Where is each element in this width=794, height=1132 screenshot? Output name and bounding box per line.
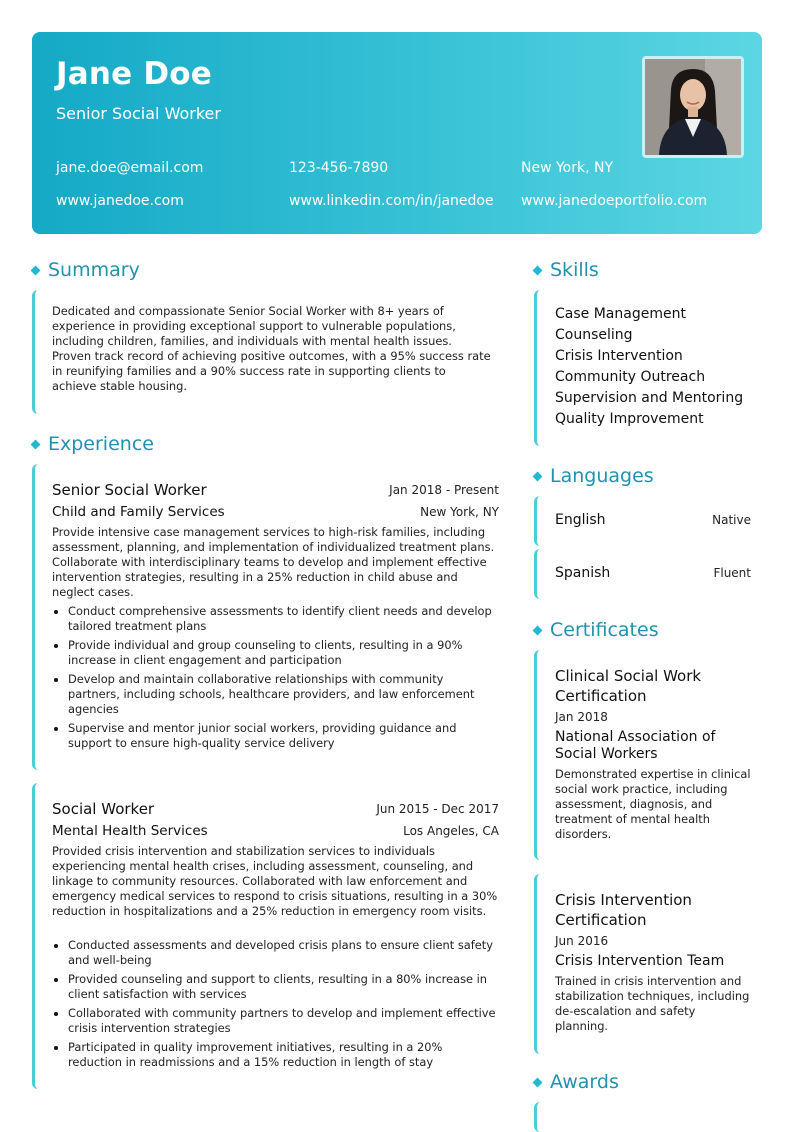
diamond-icon: [533, 625, 543, 635]
bullet-item: [52, 604, 498, 634]
bullet-text: Participated in quality improvement initiatives, resulting in a 20% reduction in readmissions and a 15% reduction in length of stay: [68, 1040, 443, 1069]
job-entry: [32, 464, 499, 770]
bullet-item: [52, 721, 498, 751]
bullet-dot-icon: [54, 727, 58, 731]
certificate-date: Jan 2018: [555, 710, 608, 724]
summary-text: Dedicated and compassionate Senior Social Worker with 8+ years of experience in providing exceptional support to vulnerable populations, including children, families, and individuals with mental health issues. Proven track record of achieving positive outcomes, with a 95% success rate in reunifying families and a 90% success rate in supporting clients to achieve stable housing.: [52, 304, 491, 393]
bullet-text: Provided counseling and support to clients, resulting in a 80% increase in client satisfaction with services: [68, 972, 488, 1001]
experience-title: Experience: [48, 433, 154, 455]
summary-block: [32, 290, 499, 414]
bullet-text: Collaborated with community partners to develop and implement effective crisis intervention strategies: [68, 1006, 496, 1035]
bullet-text: Conduct comprehensive assessments to identify client needs and develop tailored treatment plans: [68, 604, 492, 633]
bullet-dot-icon: [54, 644, 58, 648]
awards-heading: [534, 1071, 619, 1093]
diamond-icon: [533, 1077, 543, 1087]
candidate-title: Senior Social Worker: [56, 104, 221, 123]
certificates-heading: [534, 619, 659, 641]
certificate-description: Demonstrated expertise in clinical social work practice, including assessment, diagnosis, and treatment of mental health disorders.: [555, 767, 751, 841]
skills-title: Skills: [550, 259, 599, 281]
contact-email[interactable]: jane.doe@email.com: [56, 160, 204, 176]
language-name: Spanish: [555, 565, 611, 581]
diamond-icon: [533, 265, 543, 275]
bullet-text: Supervise and mentor junior social workers, providing guidance and support to ensure high-quality service delivery: [68, 721, 457, 750]
certificate-entry: [534, 874, 751, 1054]
certificate-issuer: National Association of Social Workers: [555, 729, 716, 762]
bullet-item: [52, 672, 498, 717]
bullet-text: Conducted assessments and developed crisis plans to ensure client safety and well-being: [68, 938, 493, 967]
awards-title: Awards: [550, 1071, 619, 1093]
language-entry: [534, 496, 751, 546]
bullet-dot-icon: [54, 944, 58, 948]
job-description: Provided crisis intervention and stabilization services to individuals experiencing mental health crises, including assessment, counseling, and linkage to community resources. Collaborated with law enforcement and emergency medical services to respond to crisis situations, resulting in a 30% reduction in hospitalizations and a 25% reduction in emergency room visits.: [52, 844, 498, 918]
job-dates: Jun 2015 - Dec 2017: [376, 802, 499, 816]
skill-item: Supervision and Mentoring: [555, 390, 744, 406]
certificates-title: Certificates: [550, 619, 659, 641]
certificate-entry: [534, 650, 751, 860]
bullet-item: [52, 972, 498, 1002]
job-company: Child and Family Services: [52, 504, 225, 520]
languages-title: Languages: [550, 465, 654, 487]
job-title: Senior Social Worker: [52, 481, 207, 499]
diamond-icon: [31, 439, 41, 449]
profile-photo: [642, 56, 744, 158]
contact-linkedin[interactable]: www.linkedin.com/in/janedoe: [289, 193, 494, 209]
contact-website[interactable]: www.janedoe.com: [56, 193, 184, 209]
awards-block: [534, 1102, 751, 1132]
summary-title: Summary: [48, 259, 140, 281]
job-dates: Jan 2018 - Present: [389, 483, 499, 497]
job-description: Provide intensive case management services to high-risk families, including assessment, planning, and implementation of individualized treatment plans. Collaborate with interdisciplinary teams to develop and implement effective intervention strategies, resulting in a 25% reduction in child abuse and neglect cases.: [52, 525, 495, 599]
bullet-item: [52, 1040, 498, 1070]
bullet-dot-icon: [54, 978, 58, 982]
bullet-item: [52, 638, 498, 668]
job-title: Social Worker: [52, 800, 155, 818]
certificate-issuer: Crisis Intervention Team: [555, 953, 725, 969]
language-level: Native: [712, 513, 751, 527]
language-entry: [534, 549, 751, 599]
skills-block: [534, 290, 751, 446]
contact-phone[interactable]: 123-456-7890: [289, 160, 389, 176]
skills-heading: [534, 259, 599, 281]
job-company: Mental Health Services: [52, 823, 208, 839]
skill-item: Community Outreach: [555, 369, 706, 385]
bullet-text: Develop and maintain collaborative relationships with community partners, including schools, healthcare providers, and law enforcement agencies: [68, 672, 475, 716]
diamond-icon: [533, 471, 543, 481]
job-location: New York, NY: [420, 505, 499, 519]
bullet-dot-icon: [54, 1012, 58, 1016]
summary-heading: [32, 259, 140, 281]
bullet-item: [52, 1006, 498, 1036]
bullet-dot-icon: [54, 678, 58, 682]
bullet-text: Provide individual and group counseling to clients, resulting in a 90% increase in client engagement and participation: [68, 638, 463, 667]
bullet-dot-icon: [54, 610, 58, 614]
skill-item: Quality Improvement: [555, 411, 704, 427]
job-bullets: [52, 604, 498, 755]
certificate-name: Crisis Intervention Certification: [555, 891, 692, 929]
job-location: Los Angeles, CA: [403, 824, 499, 838]
skill-item: Counseling: [555, 327, 633, 343]
bullet-dot-icon: [54, 1046, 58, 1050]
language-name: English: [555, 512, 606, 528]
job-bullets: [52, 938, 498, 1074]
bullet-item: [52, 938, 498, 968]
certificate-name: Clinical Social Work Certification: [555, 667, 702, 705]
contact-portfolio[interactable]: www.janedoeportfolio.com: [521, 193, 708, 209]
diamond-icon: [31, 265, 41, 275]
resume-header: [32, 32, 762, 234]
languages-heading: [534, 465, 654, 487]
candidate-name: Jane Doe: [56, 56, 212, 92]
skill-item: Case Management: [555, 306, 686, 322]
skill-item: Crisis Intervention: [555, 348, 683, 364]
job-entry: [32, 783, 499, 1089]
certificate-description: Trained in crisis intervention and stabilization techniques, including de-escalation and safety planning.: [555, 974, 750, 1033]
certificate-date: Jun 2016: [555, 934, 609, 948]
language-level: Fluent: [713, 566, 751, 580]
contact-location: New York, NY: [521, 160, 614, 176]
experience-heading: [32, 433, 154, 455]
